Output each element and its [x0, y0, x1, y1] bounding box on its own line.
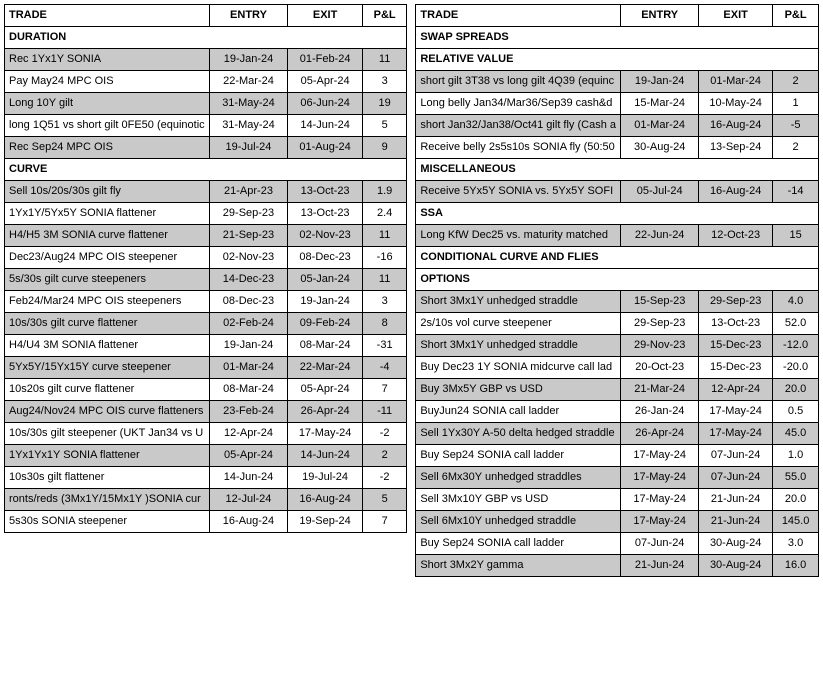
- table-row: [416, 313, 819, 335]
- cell-exit-date: 08-Mar-24: [288, 335, 363, 357]
- cell-trade: Dec23/Aug24 MPC OIS steepener: [5, 247, 210, 269]
- cell-trade: 10s30s gilt flattener: [5, 467, 210, 489]
- cell-pl: -12.0: [773, 335, 819, 357]
- cell-pl: 52.0: [773, 313, 819, 335]
- cell-pl: 145.0: [773, 511, 819, 533]
- cell-exit-date: 07-Jun-24: [699, 467, 773, 489]
- table-row: [5, 467, 407, 489]
- cell-pl: -4: [362, 357, 406, 379]
- table-row: [416, 489, 819, 511]
- column-header-exit: EXIT: [288, 5, 363, 27]
- cell-exit-date: 22-Mar-24: [288, 357, 363, 379]
- table-row: [416, 357, 819, 379]
- cell-trade: 1Yx1Yx1Y SONIA flattener: [5, 445, 210, 467]
- table-row: [416, 115, 819, 137]
- cell-entry-date: 05-Jul-24: [621, 181, 699, 203]
- table-row: [5, 489, 407, 511]
- cell-pl: 11: [362, 225, 406, 247]
- section-header-row: [416, 27, 819, 49]
- cell-pl: 4.0: [773, 291, 819, 313]
- cell-entry-date: 19-Jan-24: [209, 335, 288, 357]
- cell-entry-date: 23-Feb-24: [209, 401, 288, 423]
- column-header-pl: P&L: [362, 5, 406, 27]
- cell-pl: 2: [773, 71, 819, 93]
- cell-exit-date: 05-Jan-24: [288, 269, 363, 291]
- cell-exit-date: 06-Jun-24: [288, 93, 363, 115]
- cell-entry-date: 05-Apr-24: [209, 445, 288, 467]
- cell-exit-date: 16-Aug-24: [699, 115, 773, 137]
- header-row: [5, 5, 407, 27]
- cell-trade: 10s20s gilt curve flattener: [5, 379, 210, 401]
- cell-pl: 19: [362, 93, 406, 115]
- cell-exit-date: 14-Jun-24: [288, 445, 363, 467]
- cell-trade: short Jan32/Jan38/Oct41 gilt fly (Cash a: [416, 115, 621, 137]
- cell-trade: Sell 10s/20s/30s gilt fly: [5, 181, 210, 203]
- cell-entry-date: 30-Aug-24: [621, 137, 699, 159]
- cell-exit-date: 10-May-24: [699, 93, 773, 115]
- section-title: CONDITIONAL CURVE AND FLIES: [416, 247, 819, 269]
- cell-entry-date: 14-Dec-23: [209, 269, 288, 291]
- section-header-row: [416, 49, 819, 71]
- cell-pl: 15: [773, 225, 819, 247]
- cell-pl: 2: [362, 445, 406, 467]
- cell-exit-date: 30-Aug-24: [699, 533, 773, 555]
- column-header-trade: TRADE: [416, 5, 621, 27]
- cell-trade: Feb24/Mar24 MPC OIS steepeners: [5, 291, 210, 313]
- cell-trade: Sell 3Mx10Y GBP vs USD: [416, 489, 621, 511]
- table-row: [5, 93, 407, 115]
- cell-exit-date: 01-Aug-24: [288, 137, 363, 159]
- cell-exit-date: 29-Sep-23: [699, 291, 773, 313]
- cell-trade: Receive belly 2s5s10s SONIA fly (50:50: [416, 137, 621, 159]
- cell-entry-date: 29-Nov-23: [621, 335, 699, 357]
- cell-entry-date: 17-May-24: [621, 511, 699, 533]
- cell-pl: 3: [362, 291, 406, 313]
- cell-pl: 3.0: [773, 533, 819, 555]
- cell-entry-date: 22-Jun-24: [621, 225, 699, 247]
- cell-trade: ronts/reds (3Mx1Y/15Mx1Y )SONIA cur: [5, 489, 210, 511]
- cell-pl: -2: [362, 423, 406, 445]
- cell-exit-date: 13-Oct-23: [288, 181, 363, 203]
- cell-exit-date: 17-May-24: [288, 423, 363, 445]
- cell-entry-date: 08-Mar-24: [209, 379, 288, 401]
- cell-pl: 1.9: [362, 181, 406, 203]
- cell-exit-date: 16-Aug-24: [288, 489, 363, 511]
- cell-exit-date: 07-Jun-24: [699, 445, 773, 467]
- cell-pl: 2: [773, 137, 819, 159]
- cell-trade: Sell 6Mx30Y unhedged straddles: [416, 467, 621, 489]
- cell-trade: Aug24/Nov24 MPC OIS curve flatteners: [5, 401, 210, 423]
- cell-trade: short gilt 3T38 vs long gilt 4Q39 (equinc: [416, 71, 621, 93]
- cell-pl: 5: [362, 115, 406, 137]
- cell-trade: Short 3Mx2Y gamma: [416, 555, 621, 577]
- table-row: [5, 291, 407, 313]
- cell-exit-date: 21-Jun-24: [699, 489, 773, 511]
- cell-trade: Short 3Mx1Y unhedged straddle: [416, 291, 621, 313]
- table-row: [5, 247, 407, 269]
- cell-trade: H4/H5 3M SONIA curve flattener: [5, 225, 210, 247]
- cell-exit-date: 13-Sep-24: [699, 137, 773, 159]
- table-row: [5, 313, 407, 335]
- cell-exit-date: 02-Nov-23: [288, 225, 363, 247]
- cell-pl: -16: [362, 247, 406, 269]
- cell-trade: 5s30s SONIA steepener: [5, 511, 210, 533]
- cell-pl: 20.0: [773, 489, 819, 511]
- cell-pl: 9: [362, 137, 406, 159]
- cell-exit-date: 15-Dec-23: [699, 335, 773, 357]
- cell-entry-date: 16-Aug-24: [209, 511, 288, 533]
- cell-trade: long 1Q51 vs short gilt 0FE50 (equinotic: [5, 115, 210, 137]
- cell-entry-date: 21-Mar-24: [621, 379, 699, 401]
- table-row: [5, 49, 407, 71]
- table-row: [5, 401, 407, 423]
- section-title: OPTIONS: [416, 269, 819, 291]
- cell-entry-date: 07-Jun-24: [621, 533, 699, 555]
- table-row: [416, 423, 819, 445]
- cell-entry-date: 12-Jul-24: [209, 489, 288, 511]
- table-row: [416, 467, 819, 489]
- cell-pl: -31: [362, 335, 406, 357]
- cell-entry-date: 20-Oct-23: [621, 357, 699, 379]
- table-row: [416, 225, 819, 247]
- column-header-entry: ENTRY: [209, 5, 288, 27]
- table-row: [416, 93, 819, 115]
- cell-entry-date: 26-Apr-24: [621, 423, 699, 445]
- cell-trade: Short 3Mx1Y unhedged straddle: [416, 335, 621, 357]
- left-trade-table: [4, 4, 407, 533]
- cell-pl: 11: [362, 49, 406, 71]
- table-row: [416, 401, 819, 423]
- cell-entry-date: 02-Nov-23: [209, 247, 288, 269]
- cell-pl: 7: [362, 379, 406, 401]
- cell-trade: Sell 1Yx30Y A-50 delta hedged straddle: [416, 423, 621, 445]
- cell-trade: Rec 1Yx1Y SONIA: [5, 49, 210, 71]
- cell-entry-date: 26-Jan-24: [621, 401, 699, 423]
- cell-trade: Long 10Y gilt: [5, 93, 210, 115]
- table-row: [416, 181, 819, 203]
- section-title: SSA: [416, 203, 819, 225]
- cell-trade: 5s/30s gilt curve steepeners: [5, 269, 210, 291]
- cell-pl: -5: [773, 115, 819, 137]
- table-row: [416, 555, 819, 577]
- cell-exit-date: 09-Feb-24: [288, 313, 363, 335]
- section-title: CURVE: [5, 159, 407, 181]
- section-title: MISCELLANEOUS: [416, 159, 819, 181]
- cell-entry-date: 12-Apr-24: [209, 423, 288, 445]
- cell-entry-date: 22-Mar-24: [209, 71, 288, 93]
- cell-entry-date: 17-May-24: [621, 445, 699, 467]
- table-row: [416, 291, 819, 313]
- cell-exit-date: 08-Dec-23: [288, 247, 363, 269]
- cell-exit-date: 26-Apr-24: [288, 401, 363, 423]
- column-header-pl: P&L: [773, 5, 819, 27]
- left-table-header: [5, 5, 407, 27]
- cell-exit-date: 17-May-24: [699, 423, 773, 445]
- header-row: [416, 5, 819, 27]
- column-header-trade: TRADE: [5, 5, 210, 27]
- table-row: [416, 71, 819, 93]
- table-row: [5, 445, 407, 467]
- cell-exit-date: 14-Jun-24: [288, 115, 363, 137]
- cell-exit-date: 12-Oct-23: [699, 225, 773, 247]
- cell-entry-date: 19-Jan-24: [209, 49, 288, 71]
- cell-pl: -20.0: [773, 357, 819, 379]
- column-header-exit: EXIT: [699, 5, 773, 27]
- table-row: [5, 423, 407, 445]
- right-table-body: [416, 27, 819, 577]
- cell-entry-date: 15-Mar-24: [621, 93, 699, 115]
- cell-exit-date: 12-Apr-24: [699, 379, 773, 401]
- section-header-row: [5, 159, 407, 181]
- left-table-body: [5, 27, 407, 533]
- table-row: [5, 71, 407, 93]
- table-row: [5, 335, 407, 357]
- cell-exit-date: 16-Aug-24: [699, 181, 773, 203]
- section-header-row: [416, 203, 819, 225]
- table-row: [5, 357, 407, 379]
- cell-exit-date: 17-May-24: [699, 401, 773, 423]
- cell-trade: Sell 6Mx10Y unhedged straddle: [416, 511, 621, 533]
- cell-entry-date: 29-Sep-23: [209, 203, 288, 225]
- cell-trade: Buy 3Mx5Y GBP vs USD: [416, 379, 621, 401]
- cell-trade: Rec Sep24 MPC OIS: [5, 137, 210, 159]
- cell-trade: Buy Dec23 1Y SONIA midcurve call lad: [416, 357, 621, 379]
- cell-trade: Receive 5Yx5Y SONIA vs. 5Yx5Y SOFI: [416, 181, 621, 203]
- cell-trade: 2s/10s vol curve steepener: [416, 313, 621, 335]
- cell-pl: -14: [773, 181, 819, 203]
- cell-exit-date: 21-Jun-24: [699, 511, 773, 533]
- cell-exit-date: 05-Apr-24: [288, 71, 363, 93]
- cell-entry-date: 17-May-24: [621, 489, 699, 511]
- table-row: [5, 203, 407, 225]
- cell-exit-date: 19-Sep-24: [288, 511, 363, 533]
- cell-pl: 1: [773, 93, 819, 115]
- cell-exit-date: 13-Oct-23: [288, 203, 363, 225]
- cell-trade: BuyJun24 SONIA call ladder: [416, 401, 621, 423]
- section-header-row: [416, 269, 819, 291]
- cell-entry-date: 17-May-24: [621, 467, 699, 489]
- cell-pl: 55.0: [773, 467, 819, 489]
- cell-pl: -11: [362, 401, 406, 423]
- table-row: [5, 137, 407, 159]
- section-title: SWAP SPREADS: [416, 27, 819, 49]
- cell-entry-date: 19-Jul-24: [209, 137, 288, 159]
- cell-pl: 3: [362, 71, 406, 93]
- cell-trade: Long KfW Dec25 vs. maturity matched: [416, 225, 621, 247]
- table-row: [416, 379, 819, 401]
- table-row: [5, 511, 407, 533]
- cell-pl: -2: [362, 467, 406, 489]
- cell-entry-date: 31-May-24: [209, 93, 288, 115]
- section-title: DURATION: [5, 27, 407, 49]
- cell-pl: 0.5: [773, 401, 819, 423]
- cell-trade: 10s/30s gilt steepener (UKT Jan34 vs U: [5, 423, 210, 445]
- table-row: [5, 181, 407, 203]
- table-row: [416, 511, 819, 533]
- cell-entry-date: 01-Mar-24: [621, 115, 699, 137]
- right-table-header: [416, 5, 819, 27]
- cell-entry-date: 15-Sep-23: [621, 291, 699, 313]
- section-header-row: [416, 247, 819, 269]
- cell-trade: Buy Sep24 SONIA call ladder: [416, 533, 621, 555]
- cell-exit-date: 05-Apr-24: [288, 379, 363, 401]
- cell-pl: 20.0: [773, 379, 819, 401]
- cell-exit-date: 01-Mar-24: [699, 71, 773, 93]
- table-row: [416, 445, 819, 467]
- cell-pl: 11: [362, 269, 406, 291]
- cell-entry-date: 29-Sep-23: [621, 313, 699, 335]
- cell-trade: Pay May24 MPC OIS: [5, 71, 210, 93]
- table-row: [416, 533, 819, 555]
- cell-entry-date: 08-Dec-23: [209, 291, 288, 313]
- table-row: [416, 137, 819, 159]
- cell-entry-date: 21-Sep-23: [209, 225, 288, 247]
- cell-entry-date: 31-May-24: [209, 115, 288, 137]
- table-row: [5, 225, 407, 247]
- cell-entry-date: 21-Jun-24: [621, 555, 699, 577]
- section-header-row: [416, 159, 819, 181]
- cell-pl: 2.4: [362, 203, 406, 225]
- cell-entry-date: 21-Apr-23: [209, 181, 288, 203]
- cell-trade: 1Yx1Y/5Yx5Y SONIA flattener: [5, 203, 210, 225]
- cell-trade: 10s/30s gilt curve flattener: [5, 313, 210, 335]
- table-row: [5, 115, 407, 137]
- cell-exit-date: 19-Jul-24: [288, 467, 363, 489]
- cell-pl: 7: [362, 511, 406, 533]
- cell-pl: 45.0: [773, 423, 819, 445]
- cell-trade: Long belly Jan34/Mar36/Sep39 cash&d: [416, 93, 621, 115]
- table-row: [416, 335, 819, 357]
- cell-exit-date: 01-Feb-24: [288, 49, 363, 71]
- cell-pl: 5: [362, 489, 406, 511]
- cell-exit-date: 13-Oct-23: [699, 313, 773, 335]
- cell-entry-date: 02-Feb-24: [209, 313, 288, 335]
- cell-trade: H4/U4 3M SONIA flattener: [5, 335, 210, 357]
- cell-pl: 8: [362, 313, 406, 335]
- right-trade-table: [415, 4, 819, 577]
- cell-exit-date: 30-Aug-24: [699, 555, 773, 577]
- cell-exit-date: 19-Jan-24: [288, 291, 363, 313]
- cell-trade: 5Yx5Y/15Yx15Y curve steepener: [5, 357, 210, 379]
- cell-entry-date: 14-Jun-24: [209, 467, 288, 489]
- cell-entry-date: 01-Mar-24: [209, 357, 288, 379]
- cell-entry-date: 19-Jan-24: [621, 71, 699, 93]
- cell-pl: 16.0: [773, 555, 819, 577]
- section-header-row: [5, 27, 407, 49]
- table-row: [5, 379, 407, 401]
- cell-pl: 1.0: [773, 445, 819, 467]
- column-header-entry: ENTRY: [621, 5, 699, 27]
- table-row: [5, 269, 407, 291]
- section-title: RELATIVE VALUE: [416, 49, 819, 71]
- cell-exit-date: 15-Dec-23: [699, 357, 773, 379]
- cell-trade: Buy Sep24 SONIA call ladder: [416, 445, 621, 467]
